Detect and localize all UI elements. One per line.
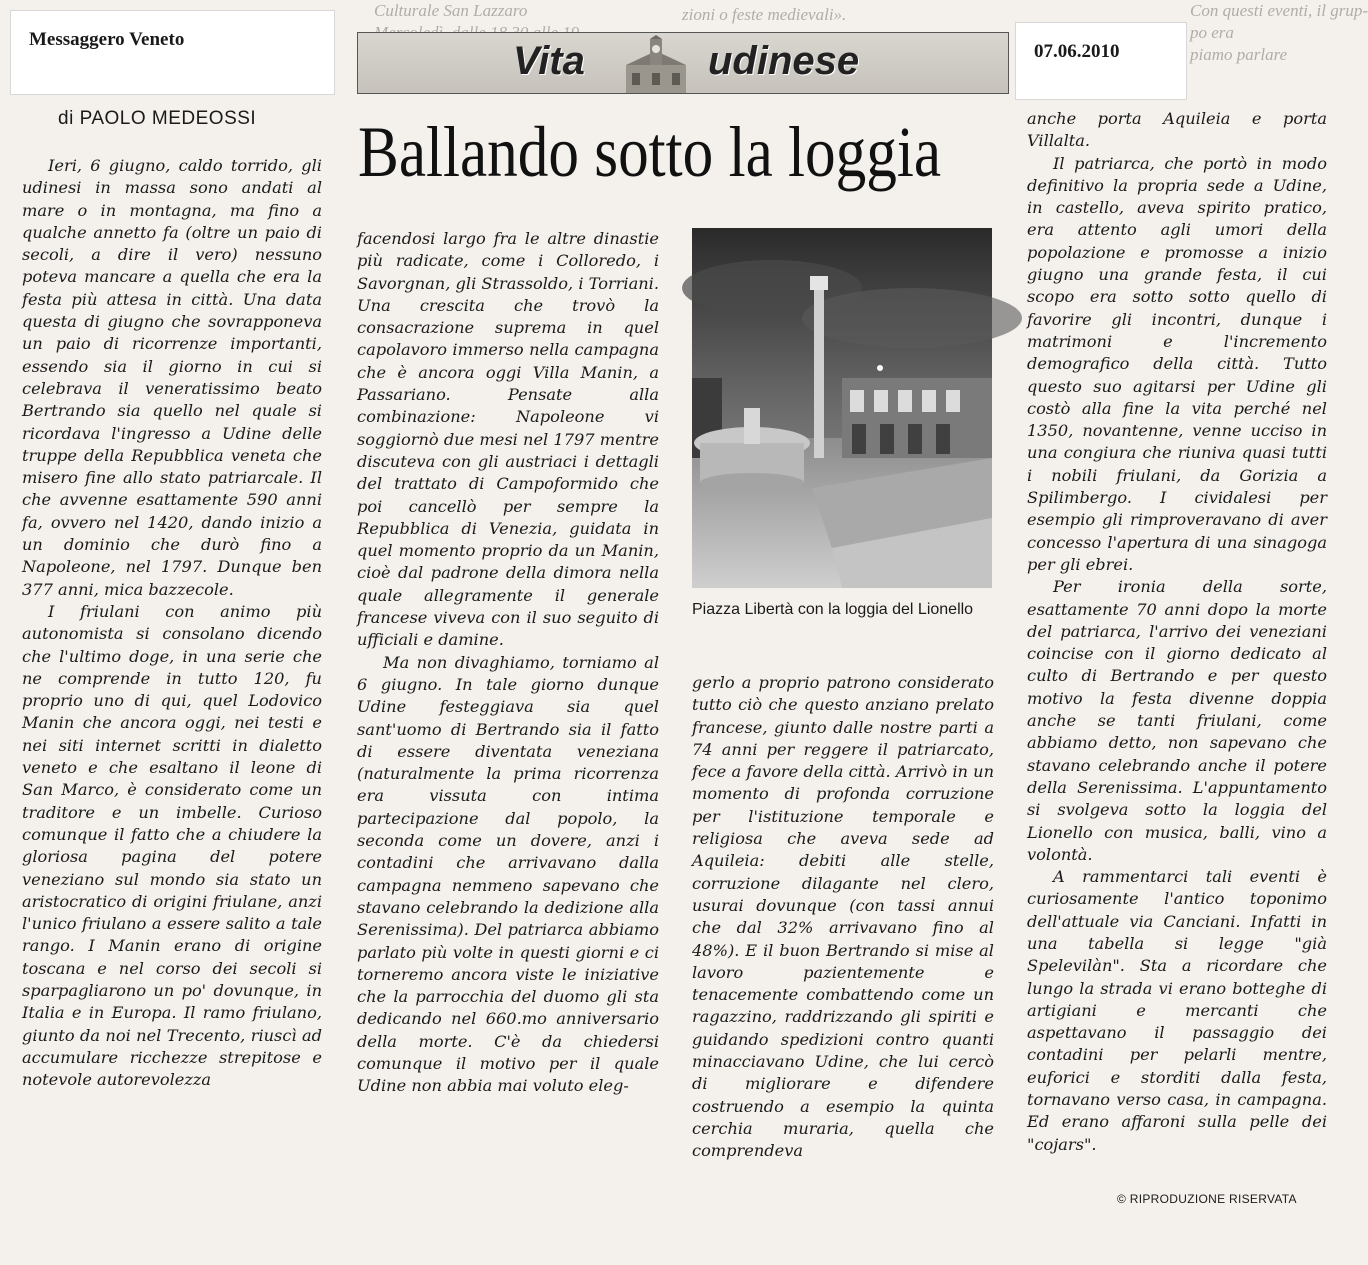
section-banner-right: udinese — [708, 39, 860, 83]
paragraph: A rammentarci tali eventi è curiosamente l'antico toponimo dell'attuale via Canciani. Infatti in una tabella si legge "già Spelevilàn". Sta a ricordare che lungo la strada vi erano botteghe di artigiani e mercanti che aspettavano il passaggio dei contadini per pelarli mentre, euforici e storditi dalla festa, tornavano verso casa, in campagna. Ed erano affaroni sulla pelle dei "cojars". — [1027, 867, 1327, 1154]
paragraph: I friulani con animo più autonomista si consolano dicendo che l'ultimo doge, in una serie che ne comprende in tutto 120, fu proprio uno di qui, quel Lodovico Manin che ancora oggi, nei testi e nei siti internet scritti in dialetto veneto e che esaltano il leone di San Marco, è considerato come un traditore e un imbelle. Curioso comunque il fatto che a chiudere la gloriosa pagina del potere veneziano sul mondo sia stato un aristocratico di origini friulane, anzi l'unico friulano a essere salito a tale rango. I Manin erano di origine toscana e nel corso dei secoli si sparpagliarono un po' dovunque, in Italia e in Europa. Il ramo friulano, giunto da noi nel Trecento, riuscì ad accumulare ricchezze strepitose e notevole autorevolezza — [22, 601, 322, 1090]
paragraph: gerlo a proprio patrono considerato tutto ciò che questo anziano prelato francese, giunto dalle nostre parti a 74 anni per reggere il patriarcato, fece a favore della città. Arrivò in un momento di profonda corruzione per l'istituzione temporale e religiosa che aveva sede ad Aquileia: debiti alle stelle, corruzione dilagante nel clero, usurai dovunque (con tassi annui che dal 32% arrivavano fino al 48%). E il buon Bertrando si mise al lavoro pazientemente e tenacemente combattendo come un ragazzino, raddrizzando gli spiriti e guidando spedizioni contro quanti minacciavano Udine, che lui cercò di migliorare e difendere costruendo a esempio la quinta cerchia muraria, quella che comprendeva — [692, 673, 994, 1161]
photo-caption: Piazza Libertà con la loggia del Lionello — [692, 601, 974, 618]
bleed-through-line: Culturale San Lazzaro — [374, 1, 528, 20]
paragraph: anche porta Aquileia e porta Villalta. — [1027, 109, 1327, 151]
byline: di PAOLO MEDEOSSI — [58, 108, 257, 129]
paragraph: Ma non divaghiamo, torniamo al 6 giugno. In tale giorno dunque Udine festeggiava sia quel sant'uomo di Bertrando sia il fatto di essere diventata veneziana (naturalmente la prima ricorrenza era vissuta con intima partecipazione dal popolo, la seconda come un dovere, anzi i contadini che arrivavano dalla campagna nemmeno sapevano che stavano celebrando la dedizione alla Serenissima). Del patriarca abbiamo parlato più volte in questi giorni e ci torneremo ancora viste le iniziative che la parrocchia del duomo gli sta dedicando nel 660.mo anniversario della morte. C'è da chiedersi comunque il motivo per il quale Udine non abbia mai voluto eleg- — [357, 652, 659, 1096]
date-label: 07.06.2010 — [1015, 22, 1187, 100]
bleed-through-line: Con questi eventi, il grup- — [1190, 1, 1368, 20]
piazza-liberta-photo — [692, 228, 992, 588]
copyright-notice: © RIPRODUZIONE RISERVATA — [1117, 1192, 1297, 1206]
section-banner-left: Vita — [513, 39, 585, 83]
bleed-through-line: po era — [1190, 23, 1234, 42]
bleed-through-top-center — [682, 4, 847, 26]
paragraph: Il patriarca, che portò in modo definitivo la propria sede a Udine, in castello, aveva spirito pratico, era attento agli umori della popolazione e promosse a inizio giugno una grande festa, il cui scopo era sotto sotto quello di favorire gli incontri, dunque i matrimoni e l'incremento demografico della città. Tutto questo suo agitarsi per Udine gli costò alla fine la vita perché nel 1350, novantenne, venne ucciso in una congiura che riuniva quasi tutti i nobili friulani, da Gorizia a Spilimbergo. I cividalesi per esempio gli rimproveravano di aver concesso l'apertura di una sinagoga per gli ebrei. — [1027, 153, 1327, 574]
source-label: Messaggero Veneto — [10, 10, 335, 95]
bleed-through-line: piamo parlare — [1190, 45, 1288, 64]
article-column-3 — [692, 672, 994, 1212]
bleed-through-top-right — [1190, 0, 1368, 66]
clock-tower-icon — [616, 35, 696, 93]
headline: Ballando sotto la loggia — [358, 112, 942, 192]
paragraph: facendosi largo fra le altre dinastie più radicate, come i Colloredo, i Savorgnan, gli Strassoldo, i Torriani. Una crescita che trovò la consacrazione suprema in quel capolavoro immerso nella campagna che è ancora oggi Villa Manin, a Passariano. Pensate alla combinazione: Napoleone vi soggiornò due mesi nel 1797 mentre discuteva con gli austriaci i dettagli del trattato di Campoformido che poi cancellò per sempre la Repubblica di Venezia, guidata in quel momento proprio da un Manin, cioè dal padrone della dimora nella quale allegramente il generale francese viveva con il suo seguito di ufficiali e damine. — [357, 229, 659, 650]
paragraph: Per ironia della sorte, esattamente 70 anni dopo la morte del patriarca, l'arrivo dei veneziani coincise con il giorno dedicato al culto di Bertrando e per questo motivo la festa divenne doppia anche se tanti friulani, come abbiamo detto, non sapevano che stavano celebrando anche il potere della Serenissima. L'appuntamento si svolgeva sotto la loggia del Lionello con musica, balli, vino a volontà. — [1027, 577, 1327, 864]
section-banner — [357, 32, 1009, 94]
article-column-2 — [357, 228, 659, 1218]
bleed-through-line: zioni o feste medievali». — [682, 5, 847, 24]
article-column-1 — [22, 155, 322, 1220]
paragraph: Ieri, 6 giugno, caldo torrido, gli udinesi in massa sono andati al mare o in montagna, ma fino a qualche annetto fa (oltre un paio di secoli, a dire il vero) nessuno poteva mancare a quella che era la festa più attesa in città. Una data questa di giugno che sovrapponeva un paio di ricorrenze importanti, essendo sia il giorno in cui si celebrava il veneratissimo beato Bertrando sia quello nel quale si ricordava l'ingresso a Udine delle truppe della Repubblica veneta che misero fine allo stato patriarcale. Il che avvenne esattamente 590 anni fa, ovvero nel 1420, dando inizio a un dominio che durò fino a Napoleone, nel 1797. Dunque ben 377 anni, mica bazzecole. — [22, 156, 322, 599]
article-column-4 — [1027, 108, 1327, 1188]
